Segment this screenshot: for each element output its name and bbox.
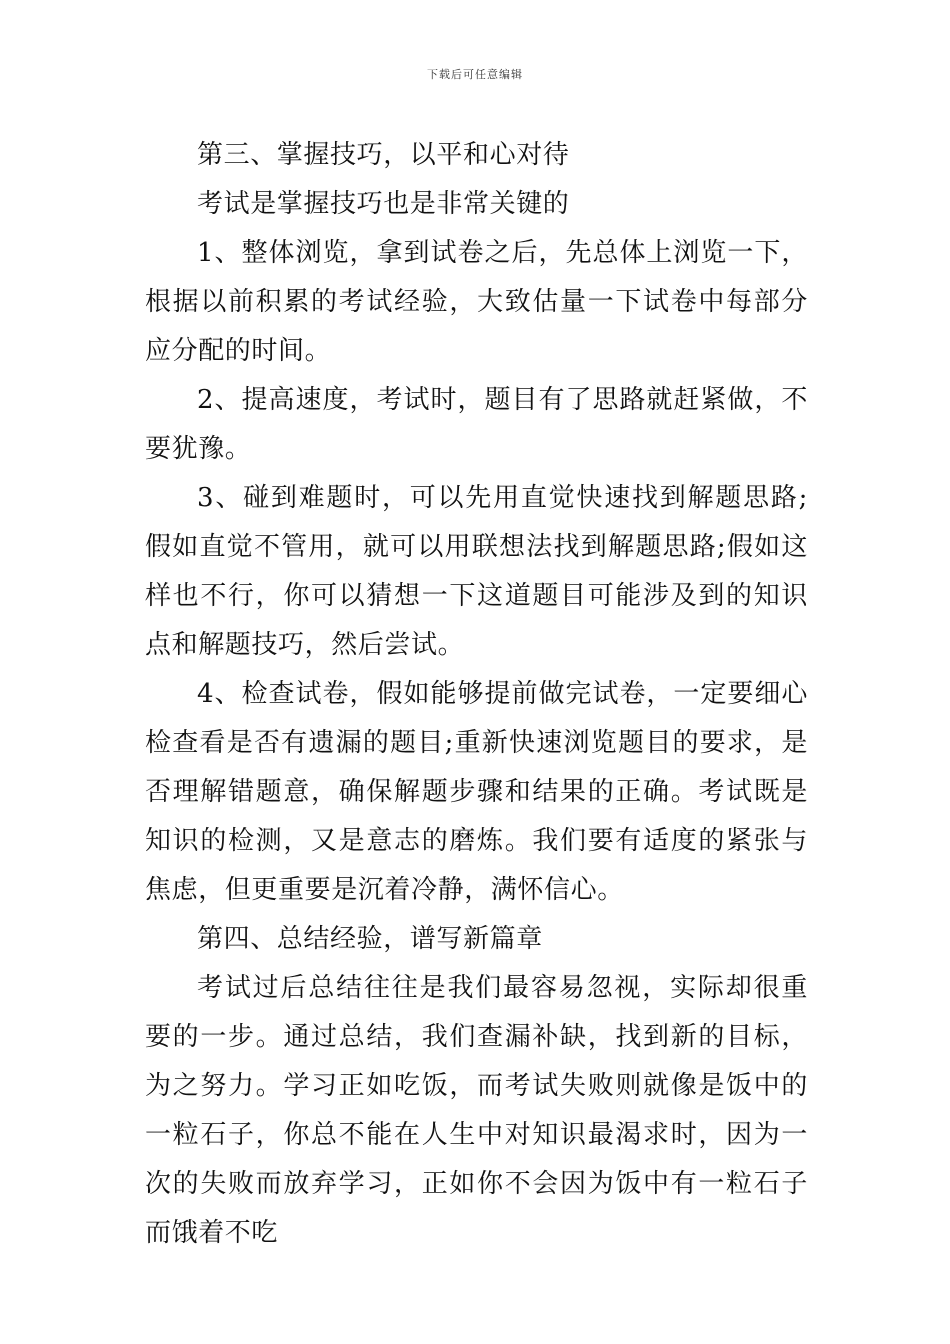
paragraph-tip-2: 2、提高速度，考试时，题目有了思路就赶紧做，不要犹豫。	[145, 385, 808, 464]
paragraph-tip-3: 3、碰到难题时，可以先用直觉快速找到解题思路;假如直觉不管用，就可以用联想法找到解题思路;假如这样也不行，你可以猜想一下这道题目可能涉及到的知识点和解题技巧，然后尝试。	[145, 483, 808, 660]
document-body	[145, 131, 808, 1258]
section-heading-3: 第三、掌握技巧，以平和心对待	[197, 140, 570, 170]
paragraph-tip-1: 1、整体浏览，拿到试卷之后，先总体上浏览一下，根据以前积累的考试经验，大致估量一下试卷中每部分应分配的时间。	[145, 238, 808, 366]
page-header-note: 下载后可任意编辑	[427, 68, 523, 81]
paragraph-intro: 考试是掌握技巧也是非常关键的	[197, 189, 570, 219]
section-heading-4: 第四、总结经验，谱写新篇章	[197, 924, 543, 954]
paragraph-summary: 考试过后总结往往是我们最容易忽视，实际却很重要的一步。通过总结，我们查漏补缺，找到新的目标，为之努力。学习正如吃饭，而考试失败则就像是饭中的一粒石子，你总不能在人生中对知识最渴求时，因为一次的失败而放弃学习，正如你不会因为饭中有一粒石子而饿着不吃	[145, 973, 808, 1248]
paragraph-tip-4: 4、检查试卷，假如能够提前做完试卷，一定要细心检查看是否有遗漏的题目;重新快速浏览题目的要求，是否理解错题意，确保解题步骤和结果的正确。考试既是知识的检测，又是意志的磨炼。我们要有适度的紧张与焦虑，但更重要是沉着冷静，满怀信心。	[145, 679, 808, 905]
